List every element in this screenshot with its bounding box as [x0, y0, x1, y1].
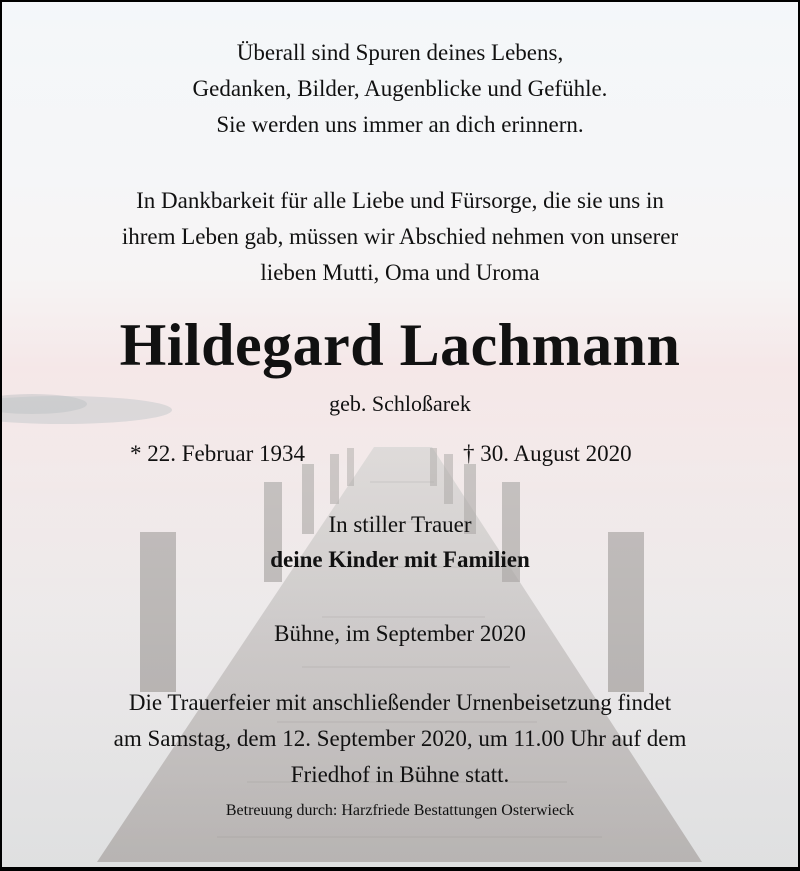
mourning-line: In stiller Trauer [328, 512, 472, 537]
birth-name: geb. Schloßarek [329, 391, 471, 416]
place-and-date: Bühne, im September 2020 [274, 621, 526, 646]
verse-line: Überall sind Spuren deines Lebens, [236, 40, 564, 65]
funeral-service-info [2, 685, 798, 793]
ceremony-line: am Samstag, dem 12. September 2020, um 11.00 Uhr auf dem [113, 726, 687, 751]
ceremony-line: Friedhof in Bühne statt. [290, 762, 510, 787]
death-date: † 30. August 2020 [463, 441, 632, 466]
birth-date: * 22. Februar 1934 [130, 441, 306, 466]
verse-line: Sie werden uns immer an dich erinnern. [216, 112, 584, 137]
mourners-family: deine Kinder mit Familien [270, 547, 530, 572]
announcement-intro [2, 183, 798, 291]
intro-line: In Dankbarkeit für alle Liebe und Fürsorge, die sie uns in [136, 188, 664, 213]
obituary-card [2, 2, 798, 867]
intro-line: lieben Mutti, Oma und Uroma [260, 260, 540, 285]
undertaker-credit: Betreuung durch: Harzfriede Bestattungen Osterwieck [225, 802, 575, 819]
intro-line: ihrem Leben gab, müssen wir Abschied nehmen von unserer [121, 224, 679, 249]
deceased-name: Hildegard Lachmann [119, 312, 681, 378]
ceremony-line: Die Trauerfeier mit anschließender Urnenbeisetzung findet [128, 690, 672, 715]
verse-line: Gedanken, Bilder, Augenblicke und Gefühle. [192, 76, 608, 101]
memorial-verse [2, 35, 798, 143]
